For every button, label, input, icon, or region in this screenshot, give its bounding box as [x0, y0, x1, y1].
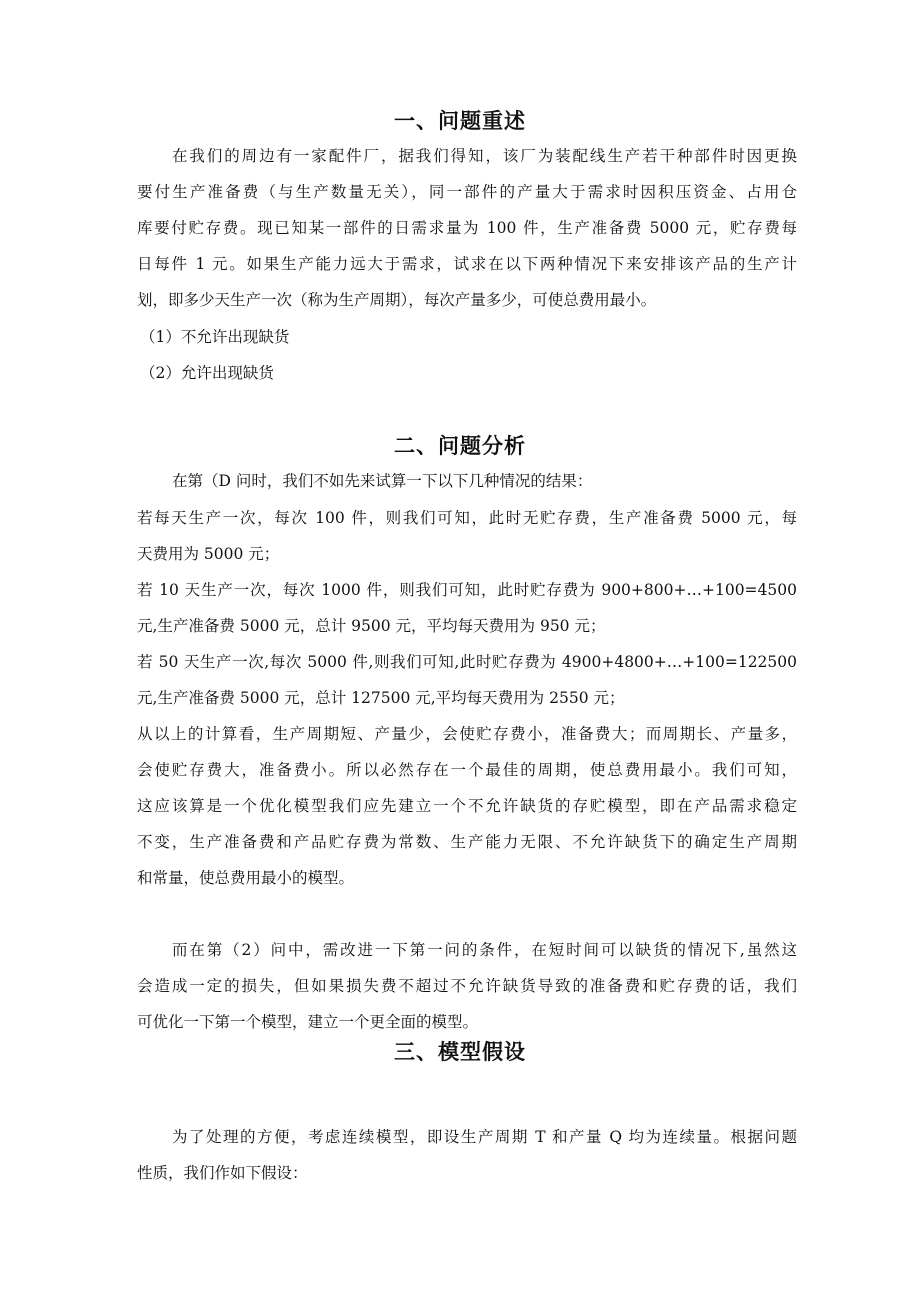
section1-line-3: 库要付贮存费。现已知某一部件的日需求量为 100 件，生产准备费 5000 元，贮存费每	[137, 219, 797, 237]
section2-line-9: 会使贮存费大，准备费小。所以必然存在一个最佳的周期，使总费用最小。我们可知，	[137, 761, 797, 779]
section2-line-3: 天费用为 5000 元；	[137, 545, 280, 563]
section2-para2-line-3: 可优化一下第一个模型，建立一个更全面的模型。	[137, 1013, 479, 1031]
section2-line-8: 从以上的计算看，生产周期短、产量少，会使贮存费小，准备费大；而周期长、产量多，	[137, 725, 797, 743]
section2-line-6: 若 50 天生产一次,每次 5000 件,则我们可知,此时贮存费为 4900+4800+…+100=122500	[137, 653, 797, 671]
section3-heading: 三、模型假设	[394, 1040, 526, 1064]
section2-line-12: 和常量，使总费用最小的模型。	[137, 869, 355, 887]
section1-item-2: （2）允许出现缺货	[140, 364, 274, 382]
section2-para2-line-1: 而在第（2）问中，需改进一下第一问的条件，在短时间可以缺货的情况下,虽然这	[172, 941, 797, 959]
section1-line-2: 要付生产准备费（与生产数量无关），同一部件的产量大于需求时因积压资金、占用仓	[137, 183, 797, 201]
section1-line-5: 划，即多少天生产一次（称为生产周期），每次产量多少，可使总费用最小。	[137, 291, 657, 309]
section1-heading: 一、问题重述	[394, 109, 526, 133]
section2-line-7: 元,生产准备费 5000 元，总计 127500 元,平均每天费用为 2550 元；	[137, 689, 625, 707]
section2-line-10: 这应该算是一个优化模型我们应先建立一个不允许缺货的存贮模型，即在产品需求稳定	[137, 797, 797, 815]
section1-line-1: 在我们的周边有一家配件厂，据我们得知，该厂为装配线生产若干种部件时因更换	[172, 147, 797, 165]
section2-heading: 二、问题分析	[394, 434, 526, 458]
section2-line-4: 若 10 天生产一次，每次 1000 件，则我们可知，此时贮存费为 900+800+…+100=4500	[137, 581, 797, 599]
section2-line-11: 不变，生产准备费和产品贮存费为常数、生产能力无限、不允许缺货下的确定生产周期	[137, 833, 797, 851]
section1-item-1: （1）不允许出现缺货	[140, 328, 290, 346]
section2-line-1: 在第（D 问时，我们不如先来试算一下以下几种情况的结果：	[172, 472, 593, 490]
section1-line-4: 日每件 1 元。如果生产能力远大于需求，试求在以下两种情况下来安排该产品的生产计	[137, 255, 797, 273]
section3-line-2: 性质，我们作如下假设：	[137, 1164, 308, 1182]
section3-line-1: 为了处理的方便，考虑连续模型，即设生产周期 T 和产量 Q 均为连续量。根据问题	[172, 1128, 797, 1146]
section2-line-2: 若每天生产一次，每次 100 件，则我们可知，此时无贮存费，生产准备费 5000 元，每	[137, 509, 797, 527]
section2-line-5: 元,生产准备费 5000 元，总计 9500 元，平均每天费用为 950 元；	[137, 617, 606, 635]
section2-para2-line-2: 会造成一定的损失，但如果损失费不超过不允许缺货导致的准备费和贮存费的话，我们	[137, 977, 797, 995]
